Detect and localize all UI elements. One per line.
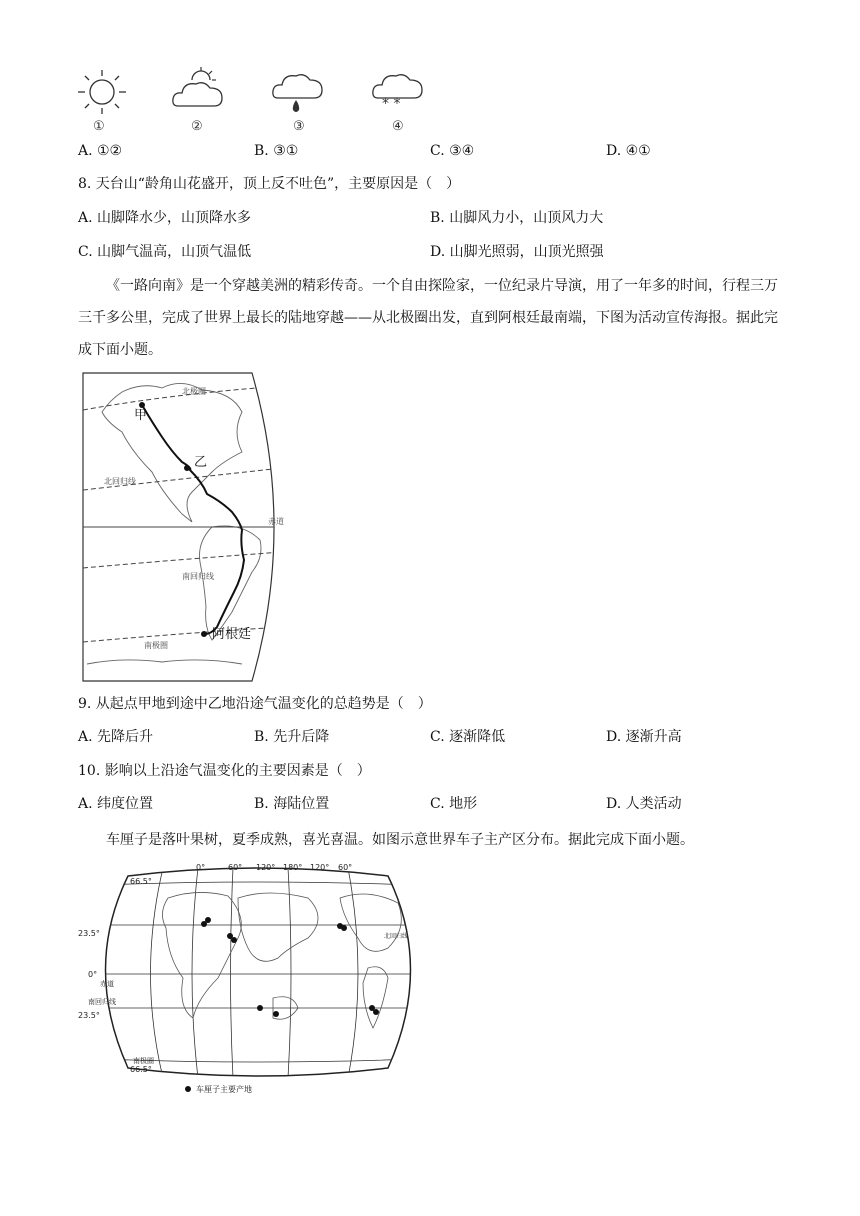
q7-option-d[interactable]: D. ④① xyxy=(606,143,651,159)
map2-tick-2: 120° xyxy=(256,863,276,872)
map1-label-jia: 甲 xyxy=(134,408,148,423)
map1-label-yi: 乙 xyxy=(194,455,208,470)
q8-option-c[interactable]: C. 山脚气温高，山顶气温低 xyxy=(78,244,252,260)
svg-text:* *: * * xyxy=(382,96,401,112)
q7-option-a[interactable]: A. ①② xyxy=(78,143,123,159)
legend-marker-icon xyxy=(185,1086,191,1092)
icon-label: ④ xyxy=(392,119,404,134)
map1-label-argentina: 阿根廷 xyxy=(212,627,252,642)
map1-label-tropic-s: 南回归线 xyxy=(182,572,214,581)
q8-option-a[interactable]: A. 山脚降水少，山顶降水多 xyxy=(78,210,252,226)
q8-option-d[interactable]: D. 山脚光照弱，山顶光照强 xyxy=(430,244,604,260)
q7-option-b[interactable]: B. ③① xyxy=(254,143,299,159)
map2-lat-3: 23.5° xyxy=(78,1011,100,1020)
q9-option-d[interactable]: D. 逐渐升高 xyxy=(606,729,682,745)
map2-lat-4: 66.5° xyxy=(130,1065,152,1074)
map2-legend: 车厘子主要产地 xyxy=(196,1085,252,1094)
icon-label: ② xyxy=(191,119,203,134)
sun-icon xyxy=(76,68,132,116)
map2-lat-0: 66.5° xyxy=(130,877,152,886)
cloud-sun-icon xyxy=(170,66,228,114)
map2-tick-4: 120° xyxy=(310,863,330,872)
icon-label: ① xyxy=(93,119,105,134)
world-cherry-map xyxy=(78,858,438,1098)
map1-label-antarctic: 南极圈 xyxy=(144,641,168,650)
q10-option-b[interactable]: B. 海陆位置 xyxy=(254,796,330,812)
q10-option-c[interactable]: C. 地形 xyxy=(430,796,478,812)
snow-icon xyxy=(370,68,428,116)
passage-one-way-south: 《一路向南》是一个穿越美洲的精彩传奇。一个自由探险家，一位纪录片导演，用了一年多的时间，行程三万三千多公里，完成了世界上最长的陆地穿越——从北极圈出发，直到阿根廷最南端，下图为活动宣传海报。据此完成下面小题。 xyxy=(78,278,778,358)
q8-stem: 8. 天台山“龄角山花盛开，顶上反不吐色”，主要原因是（ ） xyxy=(78,176,461,192)
q10-option-a[interactable]: A. 纬度位置 xyxy=(78,796,154,812)
map1-label-arctic: 北极圈 xyxy=(182,387,206,396)
q7-option-c[interactable]: C. ③④ xyxy=(430,143,475,159)
q10-stem: 10. 影响以上沿途气温变化的主要因素是（ ） xyxy=(78,763,371,779)
q8-option-b[interactable]: B. 山脚风力小，山顶风力大 xyxy=(430,210,604,226)
icon-label: ③ xyxy=(293,119,305,134)
map2-tick-1: 60° xyxy=(228,863,243,872)
q10-option-d[interactable]: D. 人类活动 xyxy=(606,796,682,812)
map2-label-equator: 赤道 xyxy=(100,980,114,988)
map2-label-tropic-s: 南回归线 xyxy=(88,998,116,1006)
map1-label-tropic-n: 北回归线 xyxy=(104,477,136,486)
map2-tick-3: 180° xyxy=(283,863,303,872)
q9-option-a[interactable]: A. 先降后升 xyxy=(78,729,154,745)
map1-label-equator: 赤道 xyxy=(268,517,284,526)
map2-tick-5: 60° xyxy=(338,863,353,872)
map2-label-antarctic: 南极圈 xyxy=(133,1057,154,1065)
map2-label-tropic-n: 北回归线 xyxy=(384,933,409,940)
q9-stem: 9. 从起点甲地到途中乙地沿途气温变化的总趋势是（ ） xyxy=(78,696,432,712)
q9-option-b[interactable]: B. 先升后降 xyxy=(254,729,330,745)
passage-cherry: 车厘子是落叶果树，夏季成熟，喜光喜温。如图示意世界车子主产区分布。据此完成下面小题。 xyxy=(106,832,694,848)
americas-route-map xyxy=(82,372,296,682)
map2-lat-2: 0° xyxy=(88,970,98,979)
map2-tick-0: 0° xyxy=(196,863,206,872)
rain-icon xyxy=(270,68,328,116)
map2-lat-1: 23.5° xyxy=(78,929,100,938)
q9-option-c[interactable]: C. 逐渐降低 xyxy=(430,729,506,745)
